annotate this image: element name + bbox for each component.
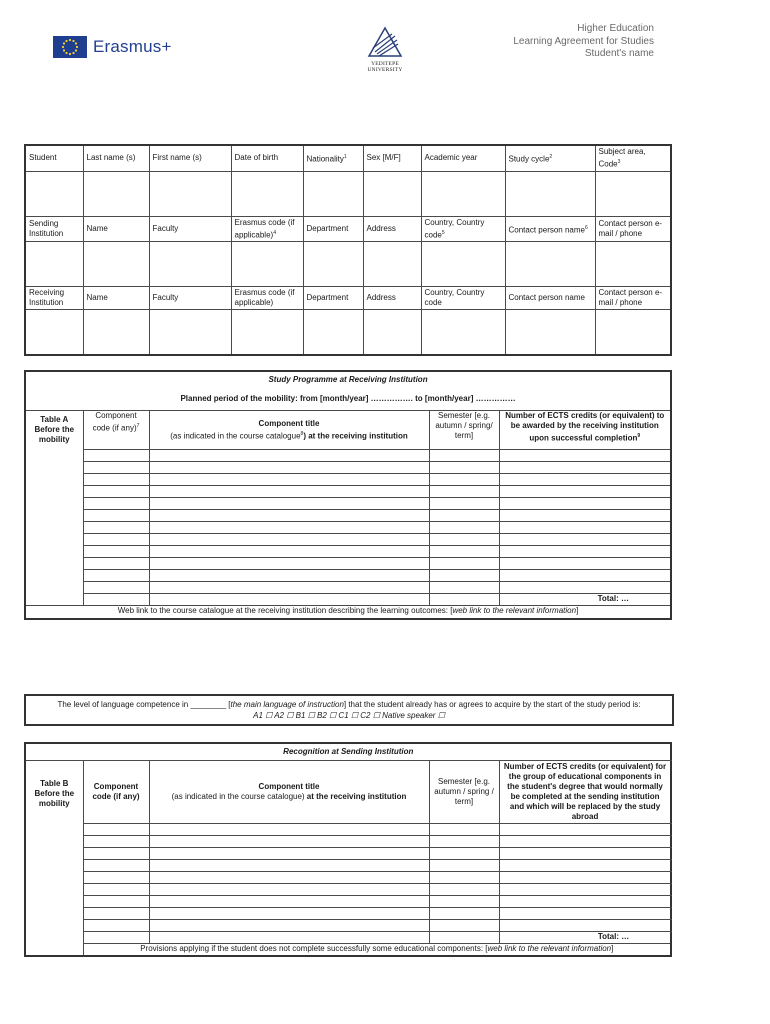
sending-faculty-header: Faculty [149, 216, 231, 242]
table-row [25, 510, 671, 522]
table-a-period-row [25, 388, 671, 411]
title-cell[interactable] [149, 896, 429, 908]
header-line-1: Higher Education [577, 23, 654, 34]
semester-cell[interactable] [429, 582, 499, 594]
title-cell[interactable] [149, 884, 429, 896]
receiving-country-field[interactable] [421, 310, 505, 356]
table-row [25, 860, 671, 872]
code-cell[interactable] [83, 558, 149, 570]
code-cell[interactable] [83, 594, 149, 606]
title-cell[interactable] [149, 486, 429, 498]
table-row [25, 848, 671, 860]
ects-cell[interactable] [499, 920, 671, 932]
academic-year-header: Academic year [421, 145, 505, 171]
table-a-total: Total: … [499, 594, 671, 606]
semester-cell[interactable] [429, 558, 499, 570]
receiving-department-header: Department [303, 287, 363, 310]
language-competence-text: The level of language competence in ________ [the main language of instruction] that the student already has or agrees to acquire by the start of the study period is: [57, 700, 641, 709]
table-a-weblink-row [25, 606, 671, 620]
semester-cell[interactable] [429, 462, 499, 474]
semester-cell[interactable] [429, 534, 499, 546]
table-b-header-row [25, 761, 671, 824]
sending-name-field[interactable] [83, 242, 149, 287]
code-cell[interactable] [83, 522, 149, 534]
eu-flag-icon [53, 36, 87, 58]
receiving-address-header: Address [363, 287, 421, 310]
semester-cell[interactable] [429, 474, 499, 486]
ects-cell[interactable] [499, 546, 671, 558]
semester-cell[interactable] [429, 848, 499, 860]
ects-cell[interactable] [499, 570, 671, 582]
ects-cell[interactable] [499, 450, 671, 462]
receiving-name-field[interactable] [83, 310, 149, 356]
semester-cell[interactable] [429, 546, 499, 558]
table-a-label: Table A Before the mobility [25, 411, 83, 606]
title-cell[interactable] [149, 908, 429, 920]
sending-institution-label: Sending Institution [25, 216, 83, 242]
semester-header: Semester [e.g. autumn / spring / term] [429, 761, 499, 824]
code-cell[interactable] [83, 848, 149, 860]
language-levels[interactable]: A1 ☐ A2 ☐ B1 ☐ B2 ☐ C1 ☐ C2 ☐ Native speaker ☐ [253, 711, 445, 720]
component-code-header: Component code (if any) [83, 761, 149, 824]
table-row [25, 534, 671, 546]
last-name-header: Last name (s) [83, 145, 149, 171]
language-competence [24, 694, 674, 726]
receiving-address-field[interactable] [363, 310, 421, 356]
semester-header: Semester [e.g. autumn / spring/ term] [429, 411, 499, 450]
ects-cell[interactable] [499, 534, 671, 546]
document-header [513, 23, 654, 61]
title-cell[interactable] [149, 932, 429, 944]
table-b-label: Table B Before the mobility [25, 761, 83, 957]
sending-country-field[interactable] [421, 242, 505, 287]
sending-country-header: Country, Country code$^5$ [421, 216, 505, 242]
semester-cell[interactable] [429, 486, 499, 498]
code-cell[interactable] [83, 836, 149, 848]
subject-area-field[interactable] [595, 171, 671, 216]
provisions-weblink: Provisions applying if the student does not complete successfully some educational components: [web link to the relevant information] [83, 944, 671, 957]
blank-cell [25, 310, 83, 356]
table-a-total-row [25, 594, 671, 606]
receiving-contact-email-header: Contact person e-mail / phone [595, 287, 671, 310]
receiving-erasmus-code-field[interactable] [231, 310, 303, 356]
title-cell[interactable] [149, 498, 429, 510]
title-cell[interactable] [149, 474, 429, 486]
university-emblem-icon [365, 26, 405, 58]
semester-cell[interactable] [429, 920, 499, 932]
title-cell[interactable] [149, 546, 429, 558]
ects-cell[interactable] [499, 522, 671, 534]
sending-department-field[interactable] [303, 242, 363, 287]
ects-cell[interactable] [499, 582, 671, 594]
semester-cell[interactable] [429, 884, 499, 896]
student-info-table [24, 144, 672, 356]
table-row [25, 486, 671, 498]
ects-cell[interactable] [499, 908, 671, 920]
component-title-header: Component title (as indicated in the course catalogue$^8$) at the receiving institution [149, 411, 429, 450]
university-logo [355, 26, 415, 73]
ects-cell[interactable] [499, 510, 671, 522]
sending-department-header: Department [303, 216, 363, 242]
code-cell[interactable] [83, 570, 149, 582]
receiving-faculty-header: Faculty [149, 287, 231, 310]
table-row [25, 570, 671, 582]
nationality-header: Nationality$^1$ [303, 145, 363, 171]
receiving-contact-email-field[interactable] [595, 310, 671, 356]
date-of-birth-header: Date of birth [231, 145, 303, 171]
academic-year-field[interactable] [421, 171, 505, 216]
student-header-row [25, 145, 671, 171]
code-cell[interactable] [83, 462, 149, 474]
code-cell[interactable] [83, 896, 149, 908]
semester-cell[interactable] [429, 570, 499, 582]
semester-cell[interactable] [429, 450, 499, 462]
title-cell[interactable] [149, 920, 429, 932]
ects-cell[interactable] [499, 558, 671, 570]
semester-cell[interactable] [429, 594, 499, 606]
title-cell[interactable] [149, 558, 429, 570]
table-b-recognition [24, 742, 672, 957]
university-name: YEDITEPE UNIVERSITY [367, 61, 403, 73]
receiving-contact-name-header: Contact person name [505, 287, 595, 310]
ects-cell[interactable] [499, 836, 671, 848]
sending-entry-row [25, 242, 671, 287]
semester-cell[interactable] [429, 498, 499, 510]
title-cell[interactable] [149, 594, 429, 606]
table-b-total-row [25, 932, 671, 944]
table-a-header-row [25, 411, 671, 450]
receiving-entry-row [25, 310, 671, 356]
ects-header: Number of ECTS credits (or equivalent) for the group of educational components in the student's degree that would normally be completed at the sending institution and which will be replaced by the study abroad [499, 761, 671, 824]
erasmus-logo [53, 36, 172, 58]
code-cell[interactable] [83, 824, 149, 836]
semester-cell[interactable] [429, 896, 499, 908]
table-b-total: Total: … [499, 932, 671, 944]
receiving-institution-label: Receiving Institution [25, 287, 83, 310]
blank-cell [25, 242, 83, 287]
title-cell[interactable] [149, 462, 429, 474]
first-name-header: First name (s) [149, 145, 231, 171]
receiving-header-row [25, 287, 671, 310]
study-cycle-field[interactable] [505, 171, 595, 216]
component-title-header: Component title (as indicated in the course catalogue) at the receiving institution [149, 761, 429, 824]
first-name-field[interactable] [149, 171, 231, 216]
code-cell[interactable] [83, 510, 149, 522]
table-row [25, 498, 671, 510]
student-entry-row [25, 171, 671, 216]
blank-cell [25, 171, 83, 216]
ects-cell[interactable] [499, 848, 671, 860]
semester-cell[interactable] [429, 510, 499, 522]
subject-area-header: Subject area, Code$^3$ [595, 145, 671, 171]
code-cell[interactable] [83, 872, 149, 884]
receiving-faculty-field[interactable] [149, 310, 231, 356]
code-cell[interactable] [83, 546, 149, 558]
table-row [25, 824, 671, 836]
ects-header: Number of ECTS credits (or equivalent) to be awarded by the receiving institution upon successful completion$^9$ [499, 411, 671, 450]
sending-name-header: Name [83, 216, 149, 242]
nationality-field[interactable] [303, 171, 363, 216]
mobility-period: Planned period of the mobility: from [month/year] ……………. to [month/year] …………… [25, 388, 671, 411]
ects-cell[interactable] [499, 860, 671, 872]
receiving-contact-name-field[interactable] [505, 310, 595, 356]
table-row [25, 546, 671, 558]
sending-erasmus-code-header: Erasmus code (if applicable)$^4$ [231, 216, 303, 242]
semester-cell[interactable] [429, 860, 499, 872]
table-b-provisions-row [25, 944, 671, 957]
component-code-header: Component code (if any)$^7$ [83, 411, 149, 450]
ects-cell[interactable] [499, 462, 671, 474]
title-cell[interactable] [149, 582, 429, 594]
table-row [25, 920, 671, 932]
semester-cell[interactable] [429, 872, 499, 884]
table-row [25, 450, 671, 462]
receiving-country-header: Country, Country code [421, 287, 505, 310]
sending-contact-name-header: Contact person name$^6$ [505, 216, 595, 242]
table-a-title-row [25, 371, 671, 388]
receiving-erasmus-code-header: Erasmus code (if applicable) [231, 287, 303, 310]
date-of-birth-field[interactable] [231, 171, 303, 216]
table-row [25, 908, 671, 920]
title-cell[interactable] [149, 872, 429, 884]
ects-cell[interactable] [499, 896, 671, 908]
code-cell[interactable] [83, 932, 149, 944]
title-cell[interactable] [149, 848, 429, 860]
sending-header-row [25, 216, 671, 242]
semester-cell[interactable] [429, 836, 499, 848]
sending-address-header: Address [363, 216, 421, 242]
sending-contact-email-header: Contact person e-mail / phone [595, 216, 671, 242]
sex-field[interactable] [363, 171, 421, 216]
table-b-title: Recognition at Sending Institution [25, 743, 671, 761]
code-cell[interactable] [83, 486, 149, 498]
sex-header: Sex [M/F] [363, 145, 421, 171]
code-cell[interactable] [83, 474, 149, 486]
table-a-title: Study Programme at Receiving Institution [25, 371, 671, 388]
title-cell[interactable] [149, 534, 429, 546]
receiving-name-header: Name [83, 287, 149, 310]
code-cell[interactable] [83, 534, 149, 546]
title-cell[interactable] [149, 860, 429, 872]
course-catalogue-weblink: Web link to the course catalogue at the receiving institution describing the learning outcomes: [web link to the relevant information] [25, 606, 671, 620]
study-cycle-header: Study cycle$^2$ [505, 145, 595, 171]
sending-address-field[interactable] [363, 242, 421, 287]
student-label: Student [25, 145, 83, 171]
table-row [25, 474, 671, 486]
semester-cell[interactable] [429, 908, 499, 920]
table-row [25, 462, 671, 474]
table-row [25, 582, 671, 594]
receiving-department-field[interactable] [303, 310, 363, 356]
table-row [25, 558, 671, 570]
ects-cell[interactable] [499, 884, 671, 896]
semester-cell[interactable] [429, 522, 499, 534]
ects-cell[interactable] [499, 474, 671, 486]
table-row [25, 884, 671, 896]
title-cell[interactable] [149, 824, 429, 836]
title-cell[interactable] [149, 510, 429, 522]
sending-erasmus-code-field[interactable] [231, 242, 303, 287]
title-cell[interactable] [149, 570, 429, 582]
ects-cell[interactable] [499, 498, 671, 510]
erasmus-logo-text: Erasmus+ [93, 37, 172, 56]
title-cell[interactable] [149, 450, 429, 462]
ects-cell[interactable] [499, 872, 671, 884]
code-cell[interactable] [83, 450, 149, 462]
table-b-title-row [25, 743, 671, 761]
code-cell[interactable] [83, 860, 149, 872]
header-line-3: Student's name [584, 48, 654, 59]
sending-contact-name-field[interactable] [505, 242, 595, 287]
semester-cell[interactable] [429, 824, 499, 836]
title-cell[interactable] [149, 522, 429, 534]
ects-cell[interactable] [499, 486, 671, 498]
table-row [25, 896, 671, 908]
last-name-field[interactable] [83, 171, 149, 216]
code-cell[interactable] [83, 908, 149, 920]
table-a-study-programme [24, 370, 672, 620]
semester-cell[interactable] [429, 932, 499, 944]
sending-contact-email-field[interactable] [595, 242, 671, 287]
code-cell[interactable] [83, 920, 149, 932]
title-cell[interactable] [149, 836, 429, 848]
header-line-2: Learning Agreement for Studies [513, 35, 654, 47]
table-row [25, 872, 671, 884]
code-cell[interactable] [83, 884, 149, 896]
table-row [25, 836, 671, 848]
code-cell[interactable] [83, 498, 149, 510]
sending-faculty-field[interactable] [149, 242, 231, 287]
ects-cell[interactable] [499, 824, 671, 836]
table-row [25, 522, 671, 534]
code-cell[interactable] [83, 582, 149, 594]
